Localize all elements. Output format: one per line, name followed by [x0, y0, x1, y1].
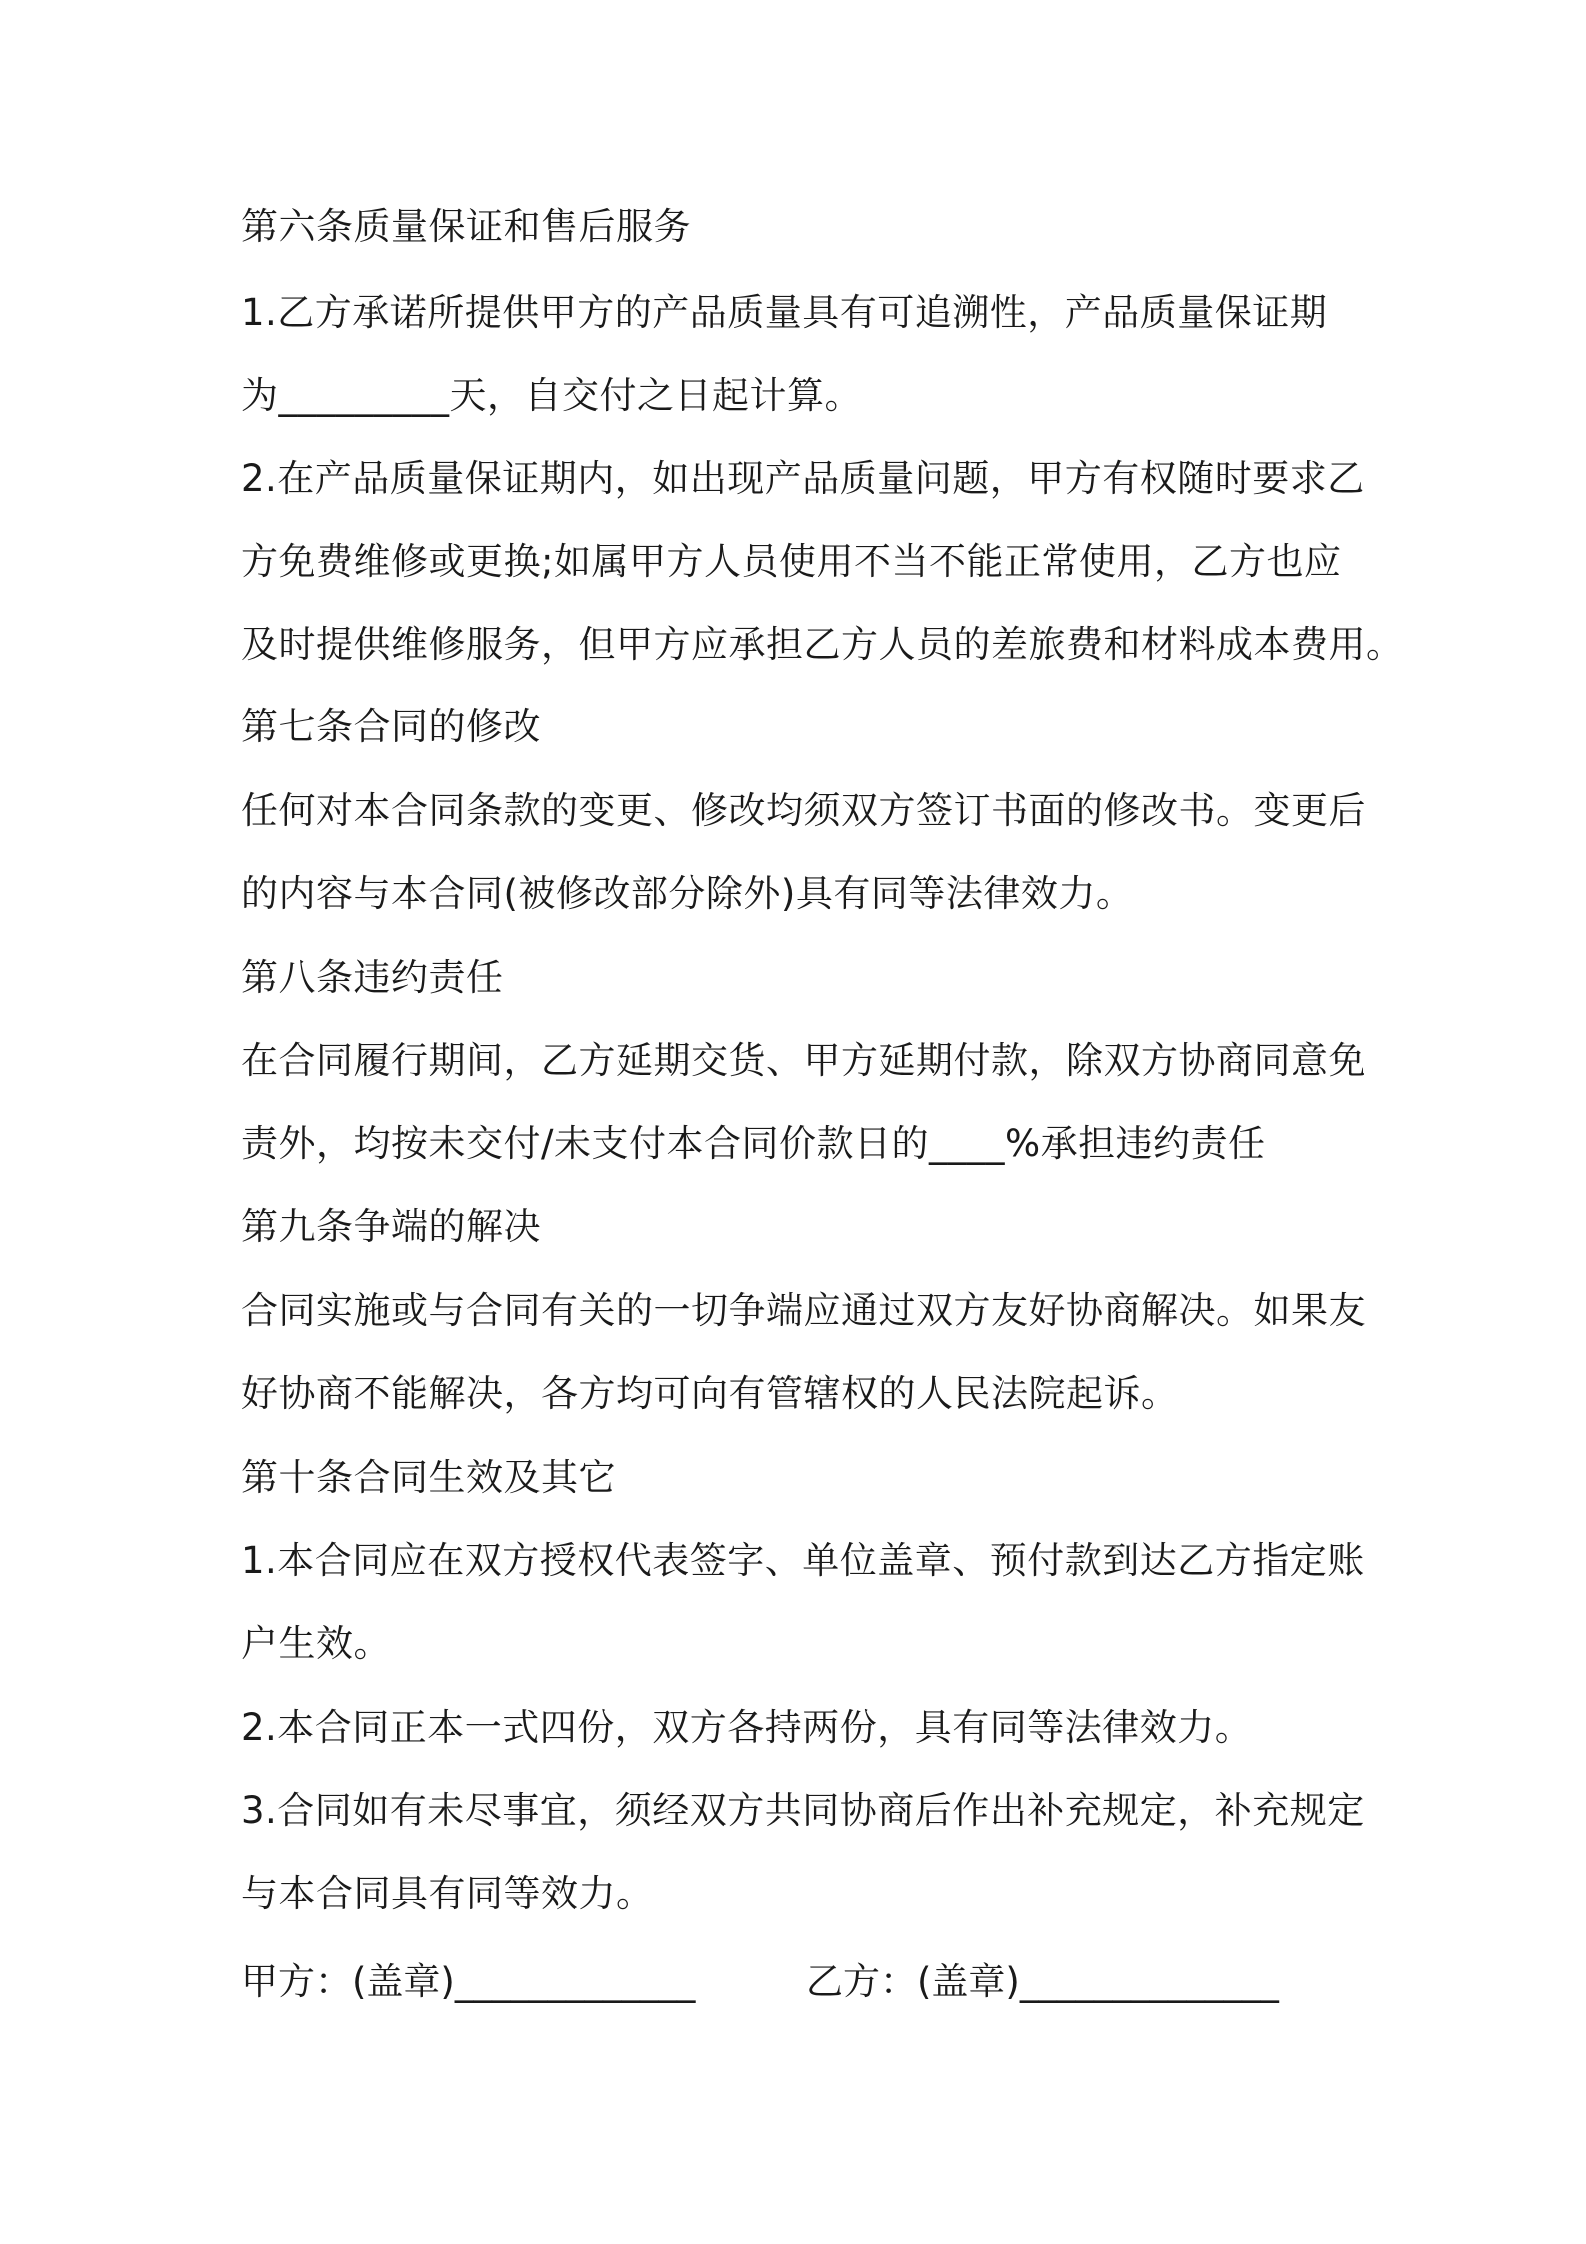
paragraph-line: 户生效。: [241, 1622, 391, 1665]
paragraph-line: 3.合同如有未尽事宜，须经双方共同协商后作出补充规定，补充规定: [241, 1789, 1365, 1832]
paragraph-line: 方免费维修或更换;如属甲方人员使用不当不能正常使用，乙方也应: [241, 540, 1342, 583]
section-heading-10: 第十条合同生效及其它: [241, 1456, 616, 1499]
paragraph-line: 2.在产品质量保证期内，如出现产品质量问题，甲方有权随时要求乙: [241, 457, 1365, 500]
paragraph-line: 1.乙方承诺所提供甲方的产品质量具有可追溯性，产品质量保证期: [241, 291, 1328, 334]
signature-party-a: 甲方：(盖章)_____________: [241, 1960, 696, 2003]
paragraph-line: 好协商不能解决，各方均可向有管辖权的人民法院起诉。: [241, 1372, 1179, 1415]
paragraph-line: 任何对本合同条款的变更、修改均须双方签订书面的修改书。变更后: [241, 789, 1366, 832]
paragraph-line: 责外，均按未交付/未支付本合同价款日的____%承担违约责任: [241, 1122, 1266, 1165]
paragraph-line: 在合同履行期间，乙方延期交货、甲方延期付款，除双方协商同意免: [241, 1039, 1366, 1082]
paragraph-line: 的内容与本合同(被修改部分除外)具有同等法律效力。: [241, 872, 1134, 915]
section-heading-9: 第九条争端的解决: [241, 1205, 541, 1248]
section-heading-6: 第六条质量保证和售后服务: [241, 205, 691, 248]
section-heading-7: 第七条合同的修改: [241, 705, 541, 748]
paragraph-line: 1.本合同应在双方授权代表签字、单位盖章、预付款到达乙方指定账: [241, 1539, 1365, 1582]
paragraph-line: 与本合同具有同等效力。: [241, 1872, 654, 1915]
section-heading-8: 第八条违约责任: [241, 956, 504, 999]
paragraph-line: 及时提供维修服务，但甲方应承担乙方人员的差旅费和材料成本费用。: [241, 623, 1404, 666]
paragraph-line: 2.本合同正本一式四份，双方各持两份，具有同等法律效力。: [241, 1706, 1253, 1749]
paragraph-line: 为_________天，自交付之日起计算。: [241, 374, 862, 417]
signature-party-b: 乙方：(盖章)______________: [806, 1960, 1279, 2003]
paragraph-line: 合同实施或与合同有关的一切争端应通过双方友好协商解决。如果友: [241, 1289, 1366, 1332]
